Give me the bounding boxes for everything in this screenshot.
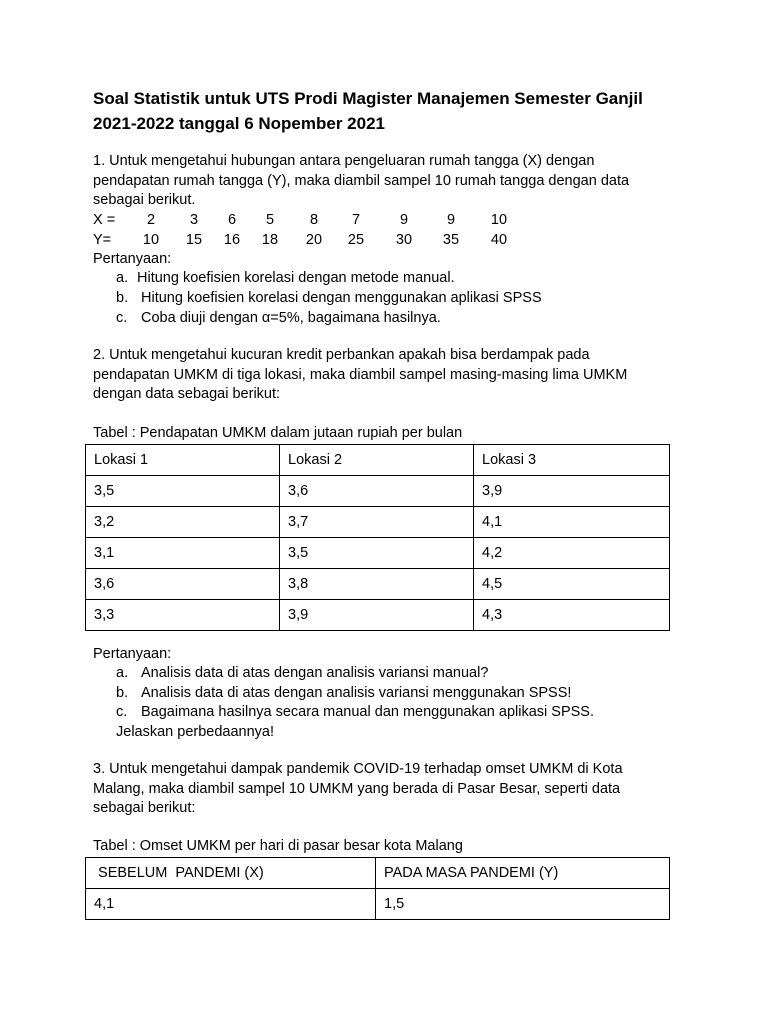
table-row — [86, 476, 670, 507]
table-cell: 3,7 — [280, 507, 474, 538]
list-item — [116, 309, 676, 329]
table-header-cell: SEBELUM PANDEMI (X) — [86, 858, 376, 889]
y-value: 20 — [305, 231, 323, 248]
table-header-cell: Lokasi 1 — [86, 445, 280, 476]
list-item-text: Analisis data di atas dengan analisis variansi menggunakan SPSS! — [141, 684, 572, 701]
document-title — [93, 86, 693, 136]
question-1-xy-data — [93, 211, 533, 250]
x-value: 8 — [309, 212, 319, 228]
y-value: 10 — [142, 231, 160, 248]
question-2-line: 2. Untuk mengetahui kucuran kredit perbankan apakah bisa berdampak pada — [93, 347, 590, 363]
list-marker: a. — [116, 665, 129, 681]
table-cell: 1,5 — [376, 889, 670, 920]
question-1-line: sebagai berikut. — [93, 192, 196, 208]
umkm-omset-table — [85, 857, 670, 920]
y-value: 25 — [347, 231, 365, 248]
list-item-text: Hitung koefisien korelasi dengan menggunakan aplikasi SPSS — [141, 290, 542, 306]
pertanyaan-label: Pertanyaan: — [93, 646, 172, 662]
x-value: 9 — [399, 212, 409, 228]
question-3-line: sebagai berikut: — [93, 800, 196, 816]
table-cell: 4,5 — [474, 569, 670, 600]
table-row — [86, 889, 670, 920]
table-cell: 3,1 — [86, 538, 280, 569]
table-cell: 3,2 — [86, 507, 280, 538]
question-1-line: 1. Untuk mengetahui hubungan antara pengeluaran rumah tangga (X) dengan — [93, 153, 595, 169]
title-line-2: 2021-2022 tanggal 6 Nopember 2021 — [93, 114, 385, 133]
list-marker: c. — [116, 310, 128, 326]
table-row — [86, 538, 670, 569]
list-marker: c. — [116, 704, 128, 720]
x-value: 5 — [265, 212, 275, 228]
table-header-row — [86, 858, 670, 889]
table-header-row — [86, 445, 670, 476]
question-3-text — [93, 760, 623, 819]
x-value: 9 — [446, 212, 456, 228]
list-item-text: Bagaimana hasilnya secara manual dan menggunakan aplikasi SPSS. — [141, 704, 595, 720]
y-value: 35 — [442, 231, 460, 248]
table-cell: 4,2 — [474, 538, 670, 569]
question-1-items — [116, 269, 676, 329]
list-item — [116, 269, 676, 289]
y-value: 16 — [223, 231, 241, 248]
list-item-continuation-text: Jelaskan perbedaannya! — [116, 723, 275, 740]
table-cell: 3,8 — [280, 569, 474, 600]
pertanyaan-label: Pertanyaan: — [93, 251, 172, 267]
table-cell: 3,3 — [86, 600, 280, 631]
table-row — [86, 569, 670, 600]
y-value: 30 — [395, 231, 413, 248]
table-header-cell: Lokasi 2 — [280, 445, 474, 476]
table-cell: 3,9 — [280, 600, 474, 631]
y-value: 15 — [185, 231, 203, 248]
x-value: 2 — [146, 212, 156, 228]
list-marker: a. — [116, 270, 129, 286]
table-cell: 4,1 — [86, 889, 376, 920]
x-value: 7 — [351, 212, 361, 228]
table-row — [86, 507, 670, 538]
question-1-prompt-label — [93, 250, 171, 270]
y-value: 18 — [261, 231, 279, 248]
question-1-line: pendapatan rumah tangga (Y), maka diambil sampel 10 rumah tangga dengan data — [93, 172, 630, 189]
table-cell: 4,1 — [474, 507, 670, 538]
list-marker: b. — [116, 684, 129, 701]
umkm-income-table — [85, 444, 670, 631]
table-row — [86, 600, 670, 631]
question-2-line: dengan data sebagai berikut: — [93, 386, 281, 402]
x-value: 3 — [189, 212, 199, 228]
list-item-continuation — [116, 723, 696, 743]
question-2-items — [116, 664, 696, 742]
question-2-prompt-label — [93, 645, 171, 665]
question-2-text — [93, 346, 627, 405]
question-2-line: pendapatan UMKM di tiga lokasi, maka diambil sampel masing-masing lima UMKM — [93, 366, 628, 383]
list-item — [116, 684, 696, 704]
list-item — [116, 703, 696, 723]
x-values-row — [93, 211, 533, 231]
table-cell: 3,5 — [86, 476, 280, 507]
x-label: X = — [93, 212, 116, 228]
x-value: 6 — [227, 212, 237, 228]
y-values-row — [93, 231, 533, 251]
table-cell: 4,3 — [474, 600, 670, 631]
table-header-cell: Lokasi 3 — [474, 445, 670, 476]
list-item — [116, 289, 676, 309]
x-value: 10 — [490, 212, 508, 228]
list-item — [116, 664, 696, 684]
table-cell: 3,5 — [280, 538, 474, 569]
table-1-caption: Tabel : Pendapatan UMKM dalam jutaan rupiah per bulan — [93, 425, 463, 441]
list-item-text: Analisis data di atas dengan analisis variansi manual? — [141, 665, 489, 681]
y-label: Y= — [93, 231, 112, 248]
question-1-text — [93, 152, 629, 211]
table-cell: 3,6 — [86, 569, 280, 600]
title-line-1: Soal Statistik untuk UTS Prodi Magister Manajemen Semester Ganjil — [93, 89, 643, 108]
list-item-text: Hitung koefisien korelasi dengan metode manual. — [137, 270, 455, 286]
table-cell: 3,6 — [280, 476, 474, 507]
list-item-text: Coba diuji dengan α=5%, bagaimana hasilnya. — [141, 310, 441, 326]
table-cell: 3,9 — [474, 476, 670, 507]
table-header-cell: PADA MASA PANDEMI (Y) — [376, 858, 670, 889]
question-3-line: Malang, maka diambil sampel 10 UMKM yang berada di Pasar Besar, seperti data — [93, 780, 621, 797]
list-marker: b. — [116, 290, 129, 306]
table-2-caption: Tabel : Omset UMKM per hari di pasar besar kota Malang — [93, 838, 463, 854]
question-3-line: 3. Untuk mengetahui dampak pandemik COVID-19 terhadap omset UMKM di Kota — [93, 761, 623, 777]
y-value: 40 — [490, 231, 508, 248]
